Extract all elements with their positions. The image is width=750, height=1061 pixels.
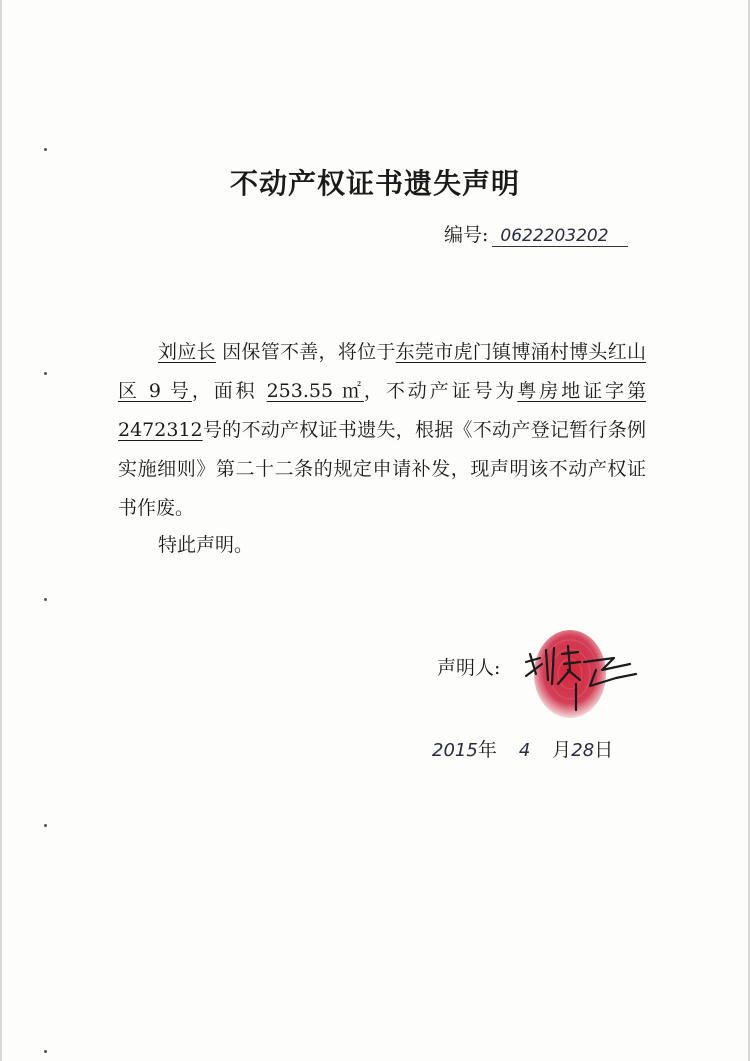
document-number-row	[444, 220, 628, 247]
owner-name: 刘应长	[158, 341, 216, 363]
page-left-edge	[0, 0, 2, 1061]
declarant-label: 声明人:	[437, 657, 501, 679]
date-month-unit: 月	[552, 739, 572, 761]
closing-statement: 特此声明。	[158, 534, 254, 556]
signing-date	[432, 735, 613, 762]
binder-hole	[44, 372, 47, 375]
document-title: 不动产权证书遗失声明	[229, 167, 520, 200]
date-day: 28	[571, 740, 595, 761]
certificate-number: 粤房地证字第2472312	[118, 380, 646, 441]
binder-hole	[44, 1050, 47, 1053]
date-year: 2015	[432, 740, 478, 761]
date-year-unit: 年	[477, 739, 497, 761]
date-day-unit: 日	[594, 739, 614, 761]
declaration-body	[118, 333, 646, 528]
binder-hole	[44, 598, 47, 601]
property-address: 东莞市虎门镇博涌村博头红山区 9 号	[118, 341, 646, 402]
body-text-4: 号的不动产权证书遗失，根据《不动产登记暂行条例实施细则》第二十二条的规定申请补发，现声明该不动产权证书作废。	[118, 419, 646, 519]
body-text-3: ，不动产证号为	[363, 380, 518, 402]
property-area: 253.55 ㎡	[266, 380, 364, 402]
number-value: 0622203202	[492, 226, 628, 247]
body-text-2: ，面积	[191, 380, 267, 402]
binder-hole	[44, 148, 47, 151]
binder-hole	[44, 824, 47, 827]
body-text-1: 因保管不善，将位于	[215, 341, 396, 363]
handwritten-signature	[518, 640, 643, 715]
number-label: 编号:	[444, 224, 489, 246]
date-month: 4	[518, 740, 531, 761]
